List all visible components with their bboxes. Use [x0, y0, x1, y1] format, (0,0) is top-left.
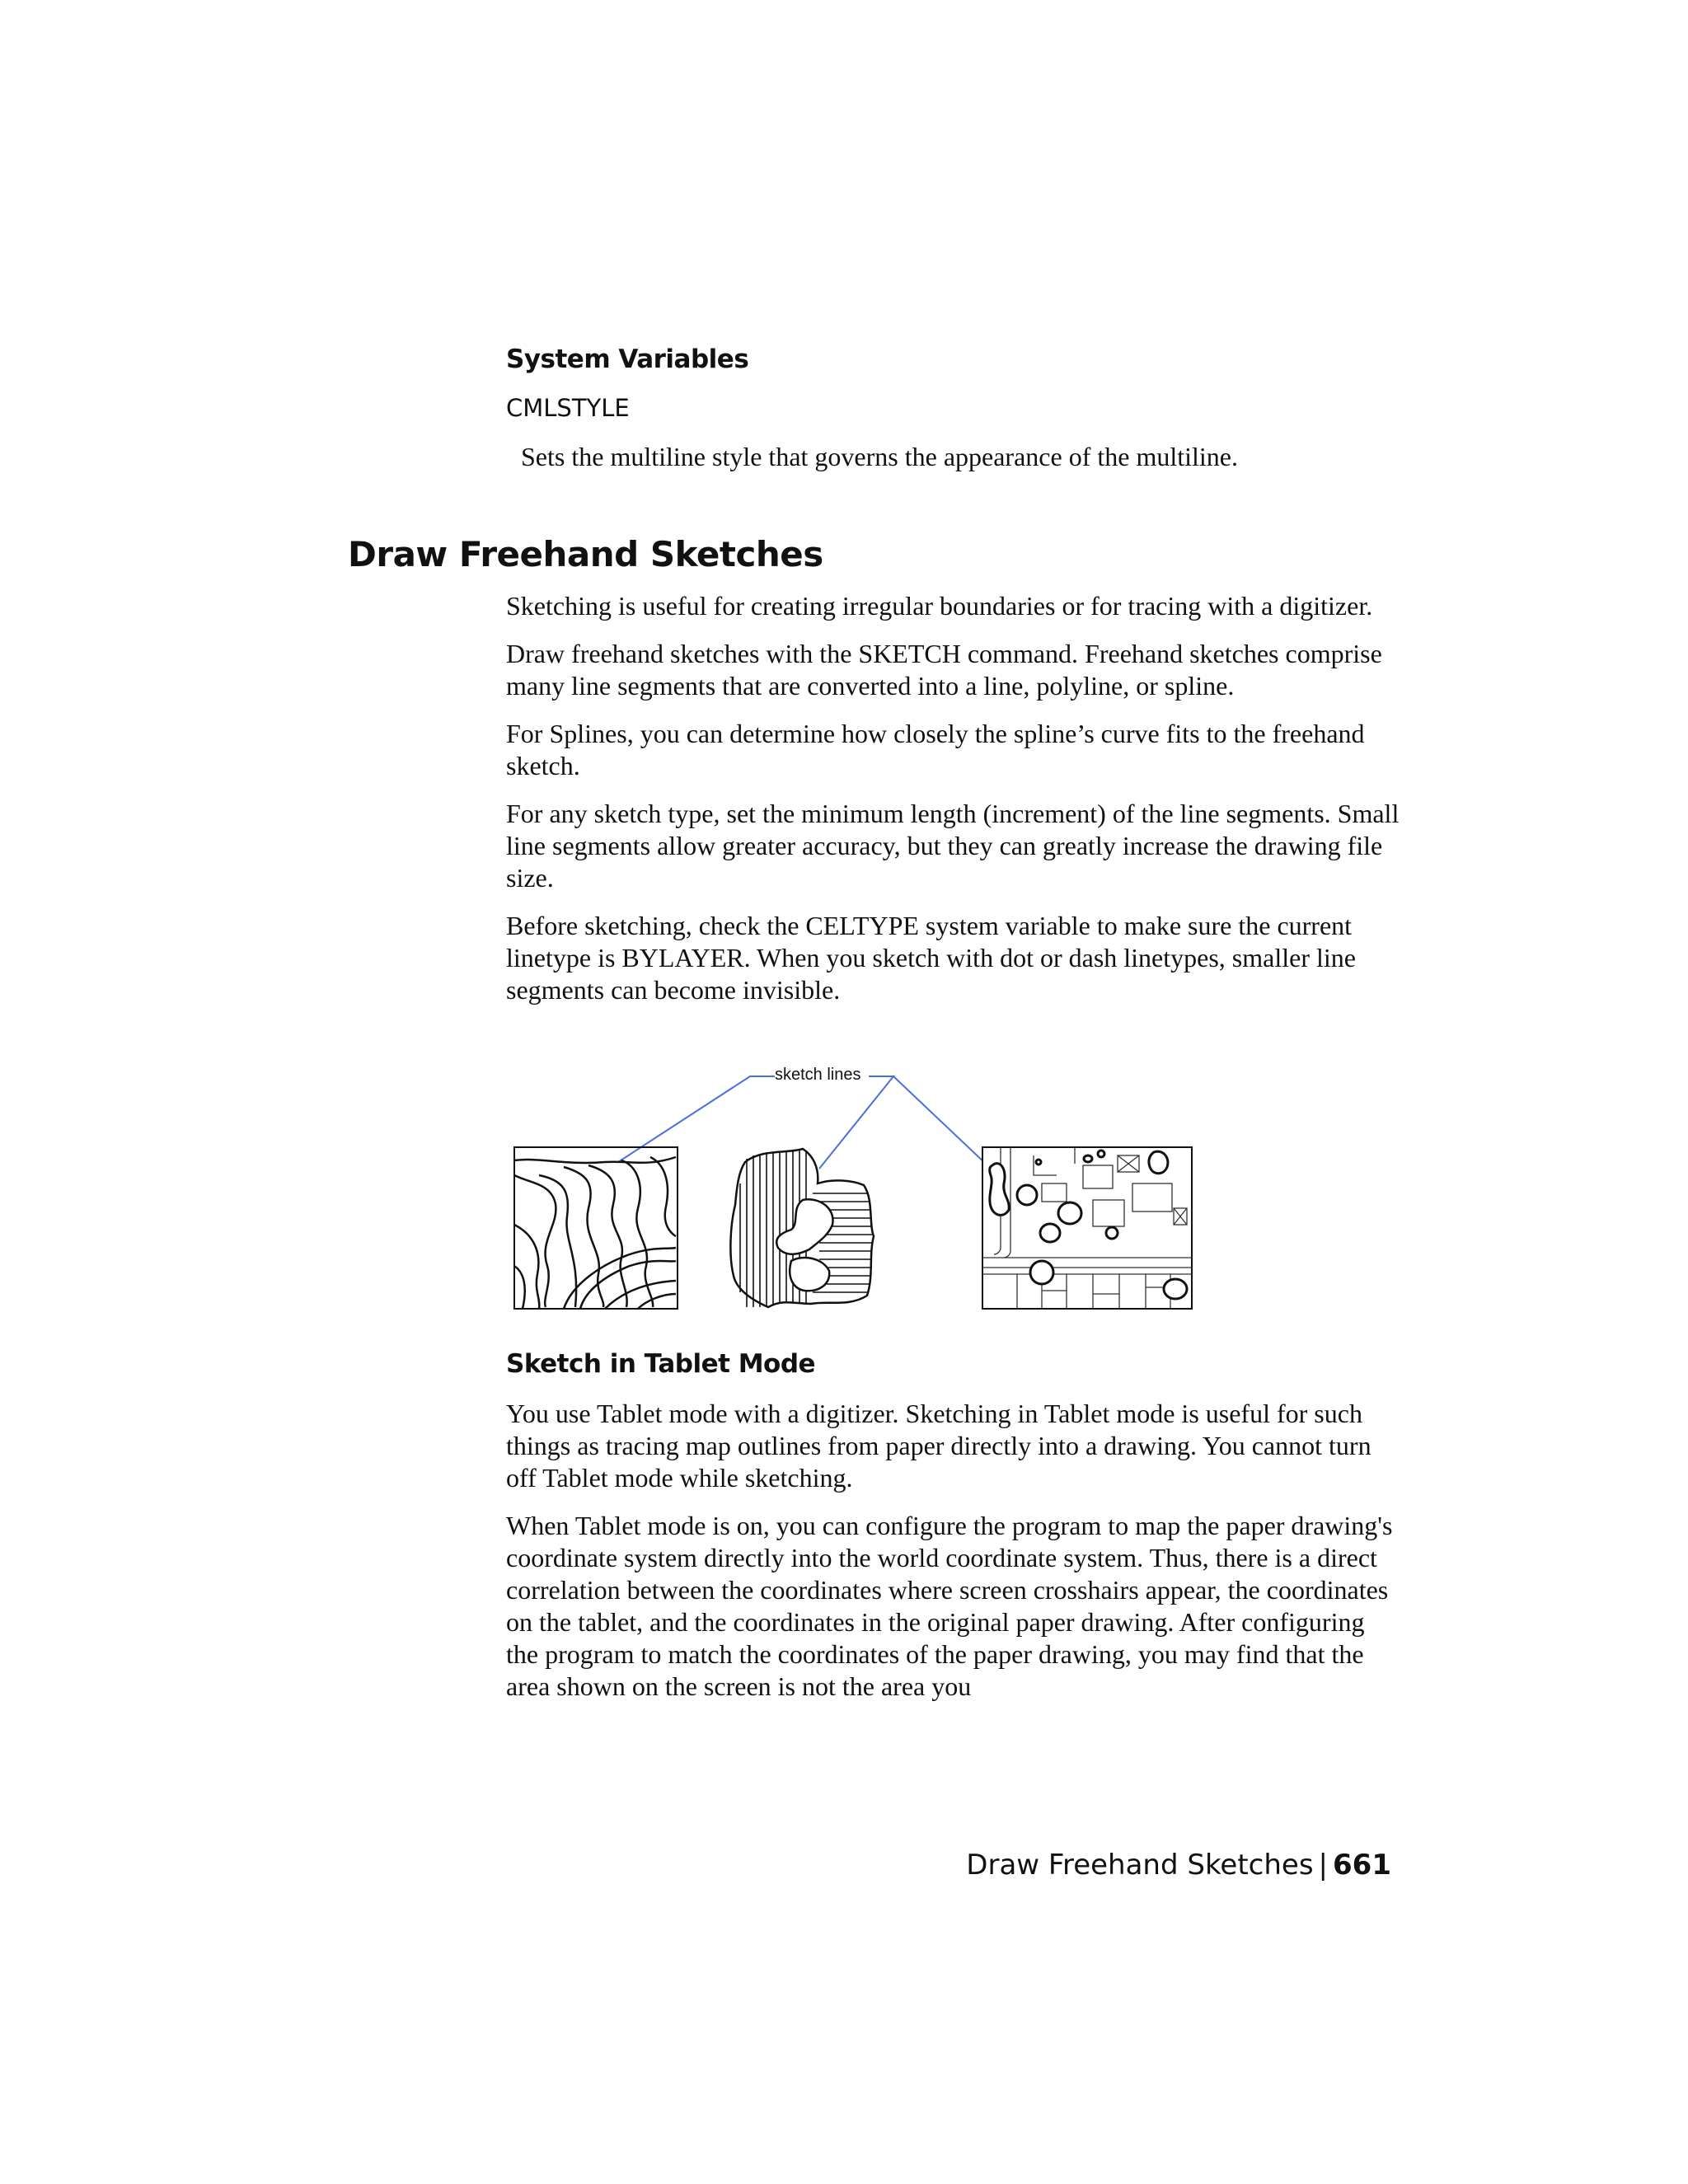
footer-separator: |	[1318, 1849, 1329, 1882]
site-plan-panel	[982, 1147, 1192, 1309]
page-footer	[966, 1849, 1391, 1882]
subsection-paragraph: When Tablet mode is on, you can configure the program to map the paper drawing's coordinate system directly into the world coordinate system. Thus, there is a direct correlation between the coordinates where screen crosshairs appear, the coordinates on the tablet, and the coordinates in the original paper drawing. After configuring the program to match the coordinates of the paper drawing, you may find that the area shown on the screen is not the area you	[506, 1511, 1393, 1701]
sketch-lines-figure	[506, 1060, 1231, 1315]
section-body	[506, 590, 1400, 1022]
subsection-title: Sketch in Tablet Mode	[506, 1349, 816, 1379]
section-paragraph: Before sketching, check the CELTYPE system variable to make sure the current linetype is BYLAYER. When you sketch with dot or dash linetypes, smaller line segments can become invisible.	[506, 911, 1356, 1005]
section-title: Draw Freehand Sketches	[348, 534, 823, 574]
section-paragraph: Sketching is useful for creating irregular boundaries or for tracing with a digitizer.	[506, 591, 1373, 621]
section-paragraph: Draw freehand sketches with the SKETCH command. Freehand sketches comprise many line segments that are converted into a line, polyline, or spline.	[506, 639, 1382, 701]
subsection-body	[506, 1398, 1400, 1718]
page-number: 661	[1333, 1849, 1391, 1882]
hatched-shape-panel	[730, 1149, 874, 1307]
system-variable-name: CMLSTYLE	[506, 394, 630, 422]
subsection-paragraph: You use Tablet mode with a digitizer. Sketching in Tablet mode is useful for such things as tracing map outlines from paper directly into a drawing. You cannot turn off Tablet mode while sketching.	[506, 1399, 1372, 1493]
section-paragraph: For any sketch type, set the minimum length (increment) of the line segments. Small line segments allow greater accuracy, but they can greatly increase the drawing file size.	[506, 799, 1400, 893]
system-variable-description: Sets the multiline style that governs the appearance of the multiline.	[521, 442, 1238, 471]
contour-sketch-panel	[514, 1147, 678, 1309]
sketch-lines-callout-label: sketch lines	[775, 1066, 861, 1084]
system-variables-heading: System Variables	[506, 344, 749, 374]
section-paragraph: For Splines, you can determine how closely the spline’s curve fits to the freehand sketch.	[506, 719, 1365, 780]
running-title: Draw Freehand Sketches	[966, 1849, 1314, 1882]
